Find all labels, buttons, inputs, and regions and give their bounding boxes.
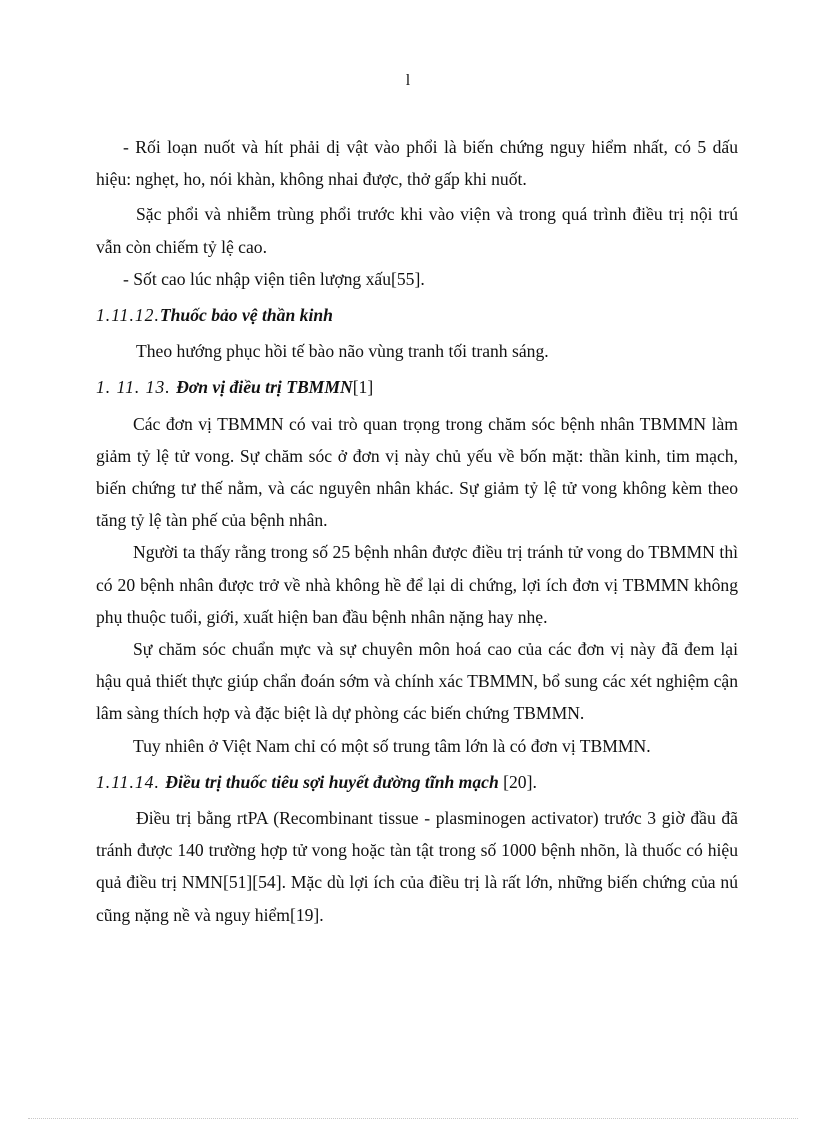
section-reference: [20]. (498, 771, 537, 792)
section-heading (96, 371, 738, 403)
section-heading (96, 766, 738, 798)
paragraph: Các đơn vị TBMMN có vai trò quan trọng trong chăm sóc bệnh nhân TBMMN làm giảm tỷ lệ tử vong. Sự chăm sóc ở đơn vị này chủ yếu về bốn mặt: thần kinh, tim mạch, biến chứng tư thế nằm, và các nguyên nhân khác. Sự giảm tỷ lệ tử vong không kèm theo tăng tỷ lệ tàn phế của bệnh nhân. (96, 413, 738, 531)
page-bottom-border (28, 1118, 798, 1119)
section-title: Đơn vị điều trị TBMMN (176, 377, 353, 398)
section-title: Thuốc bảo vệ thần kinh (159, 305, 333, 326)
document-body (96, 131, 738, 931)
section-title: Điều trị thuốc tiêu sợi huyết đường tĩnh mạch (165, 771, 499, 792)
paragraph: Sự chăm sóc chuẩn mực và sự chuyên môn hoá cao của các đơn vị này đã đem lại hậu quả thiết thực giúp chẩn đoán sớm và chính xác TBMMN, bổ sung các xét nghiệm cận lâm sàng thích hợp và đặc biệt là dự phòng các biến chứng TBMMN. (96, 639, 738, 724)
paragraph: - Rối loạn nuốt và hít phải dị vật vào phổi là biến chứng nguy hiểm nhất, có 5 dấu hiệu: nghẹt, ho, nói khàn, không nhai được, thở gấp khi nuốt. (96, 137, 738, 190)
paragraph: Theo hướng phục hồi tế bào não vùng tranh tối tranh sáng. (136, 341, 549, 362)
section-number: 1.11.12. (96, 305, 160, 326)
section-heading (96, 299, 738, 331)
section-number: 1. 11. 13. (96, 377, 177, 398)
paragraph: Điều trị bằng rtPA (Recombinant tissue - plasminogen activator) trước 3 giờ đầu đã tránh được 140 trường hợp tử vong hoặc tàn tật trong số 1000 bệnh nhõn, là thuốc có hiệu quả điều trị NMN[51][54]. Mặc dù lợi ích của điều trị là rất lớn, những biến chứng của nú cũng nặng nề và nguy hiểm[19]. (96, 808, 738, 925)
paragraph: Tuy nhiên ở Việt Nam chỉ có một số trung tâm lớn là có đơn vị TBMMN. (133, 735, 651, 756)
paragraph: Sặc phổi và nhiễm trùng phổi trước khi vào viện và trong quá trình điều trị nội trú vẫn còn chiếm tỷ lệ cao. (96, 204, 738, 257)
paragraph: - Sốt cao lúc nhập viện tiên lượng xấu[55]. (123, 268, 425, 289)
section-reference: [1] (352, 377, 374, 398)
section-number: 1.11.14. (96, 771, 166, 792)
paragraph: Người ta thấy rằng trong số 25 bệnh nhân được điều trị tránh tử vong do TBMMN thì có 20 bệnh nhân được trở về nhà không hề để lại di chứng, lợi ích đơn vị TBMMN không phụ thuộc tuổi, giới, xuất hiện ban đầu bệnh nhân nặng hay nhẹ. (96, 542, 738, 627)
page-number: l (405, 72, 411, 89)
